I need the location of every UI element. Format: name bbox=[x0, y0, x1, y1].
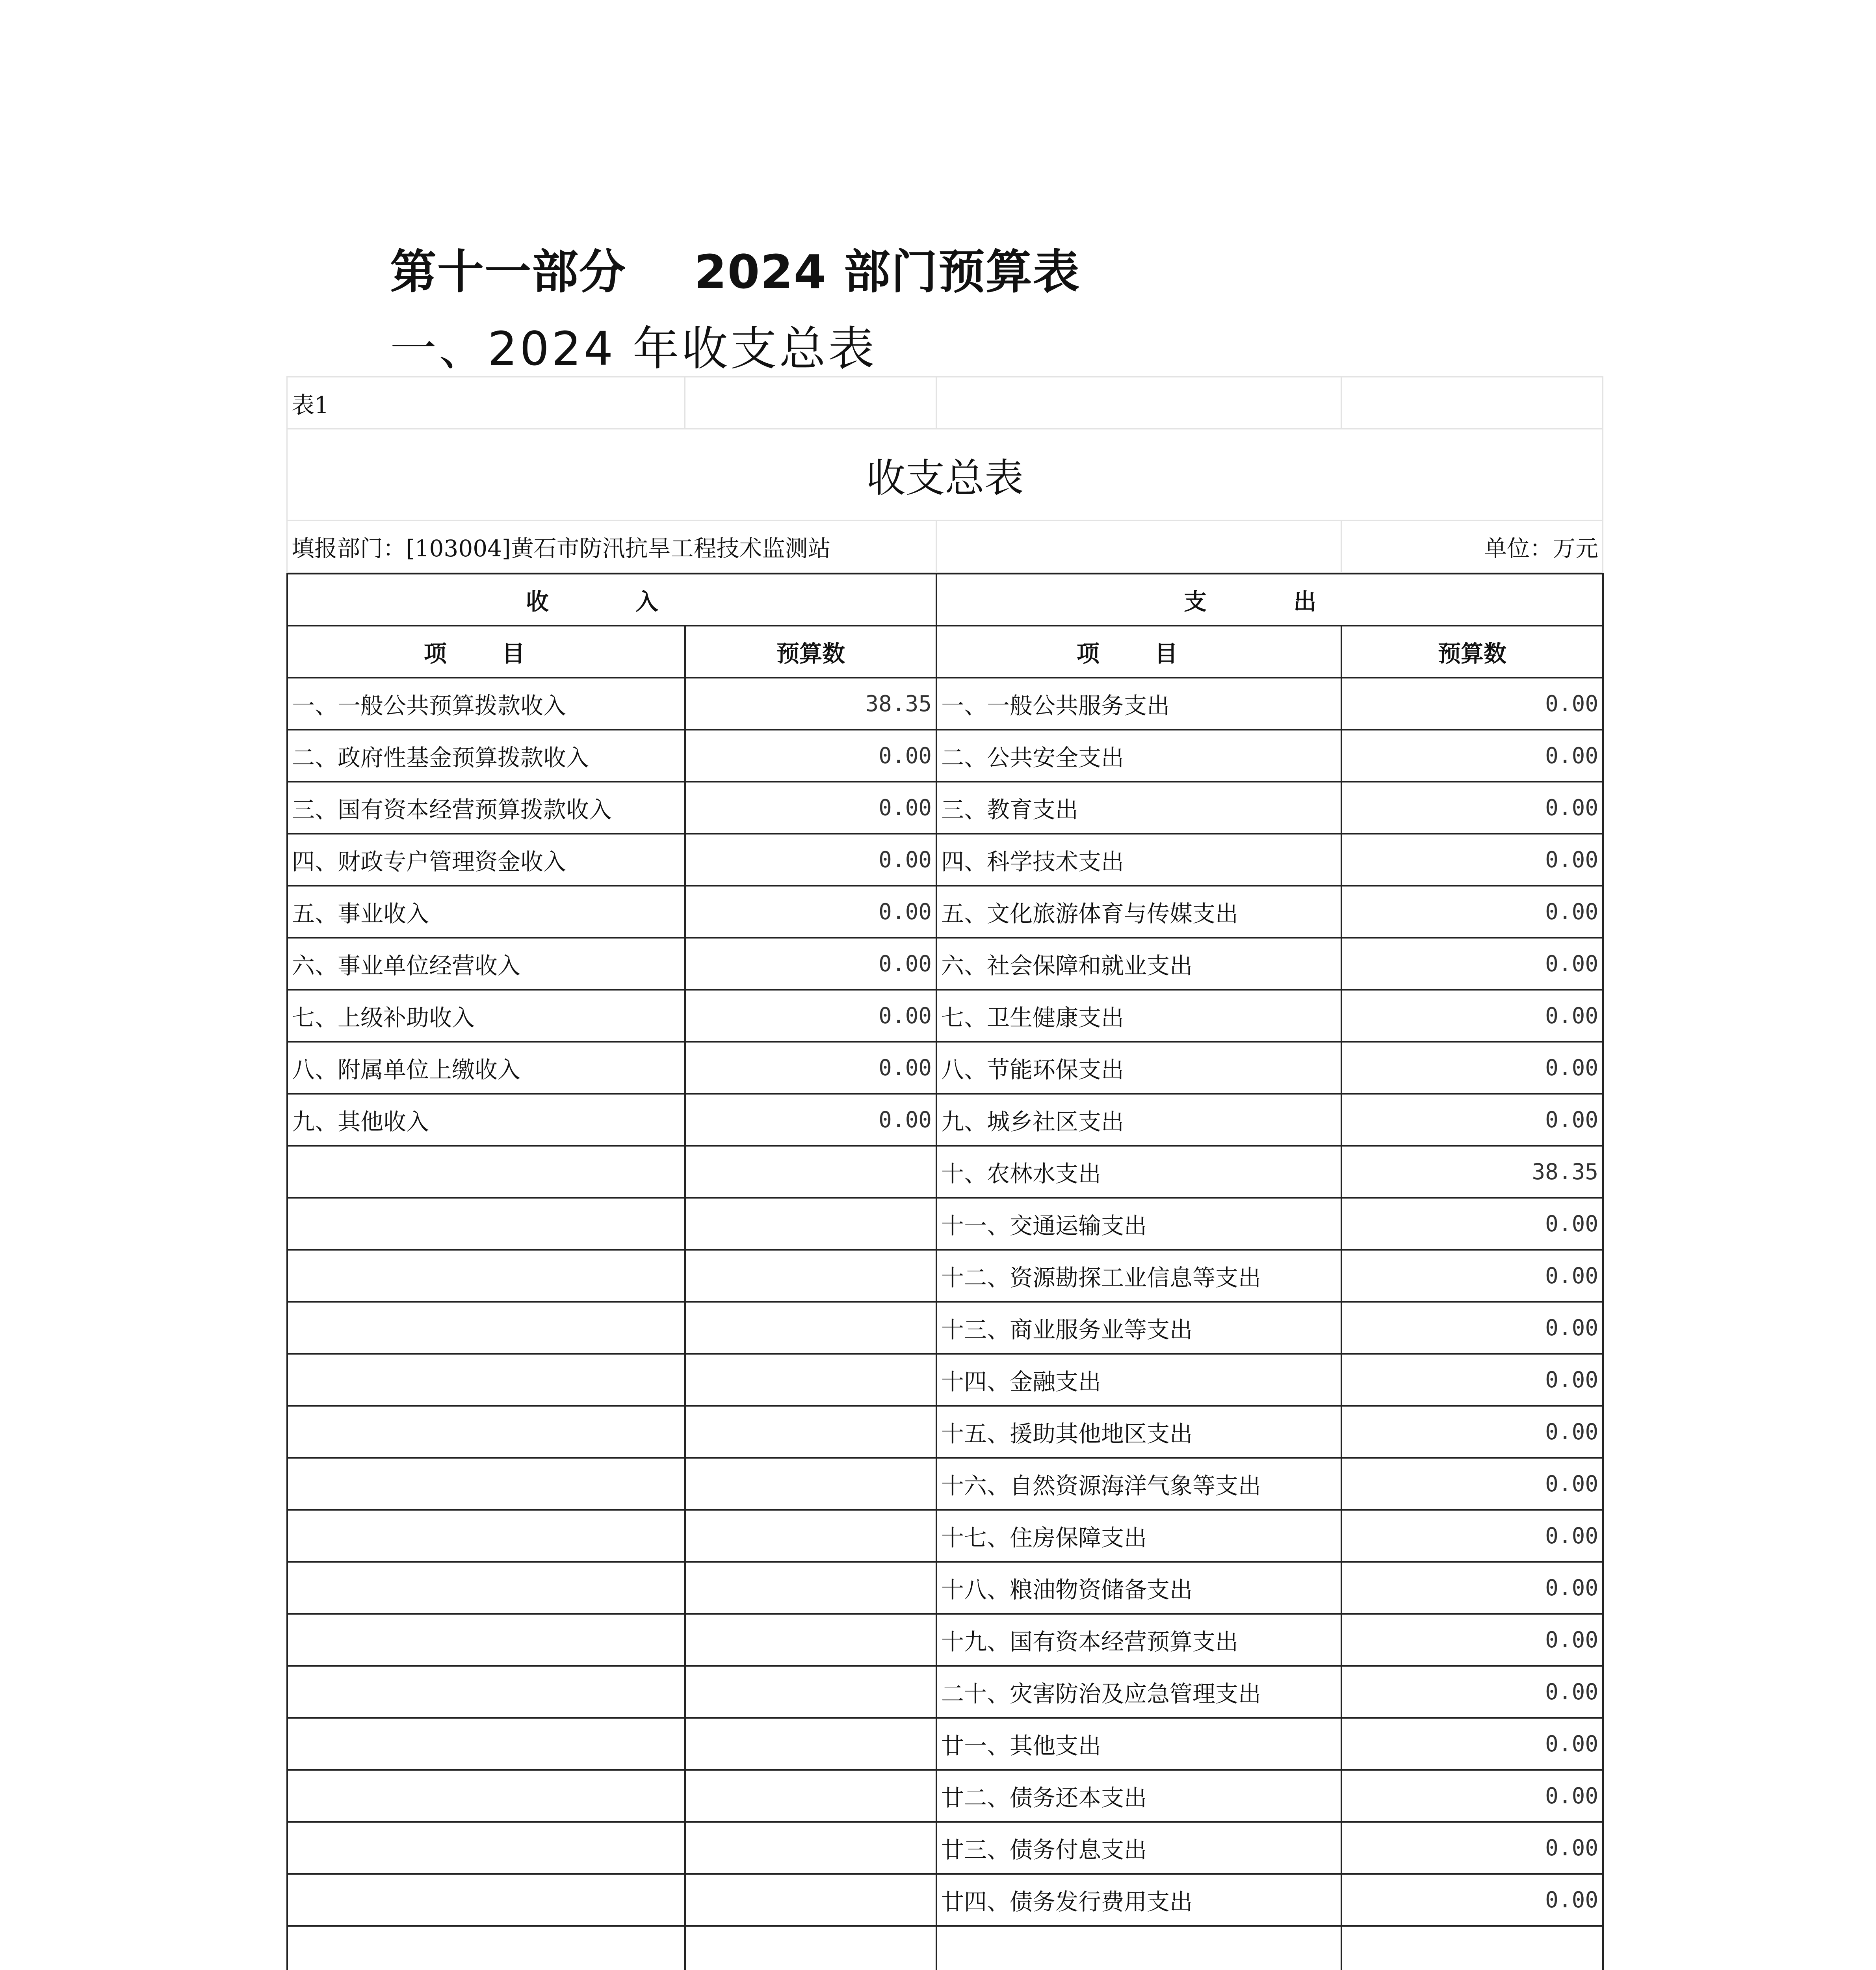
income-budget-col-header: 预算数 bbox=[685, 626, 936, 678]
income-item-cell bbox=[287, 1822, 685, 1874]
income-item-cell: 二、政府性基金预算拨款收入 bbox=[287, 730, 685, 782]
income-value-cell bbox=[685, 1822, 936, 1874]
income-value-cell: 0.00 bbox=[685, 990, 936, 1042]
expense-value-cell: 0.00 bbox=[1341, 1458, 1603, 1510]
expense-value-cell: 0.00 bbox=[1341, 1822, 1603, 1874]
income-item-cell: 六、事业单位经营收入 bbox=[287, 938, 685, 990]
expense-item-cell: 二十、灾害防治及应急管理支出 bbox=[936, 1666, 1341, 1718]
expense-value-cell: 0.00 bbox=[1341, 782, 1603, 834]
part-title: 第十一部分 2024 部门预算表 bbox=[390, 245, 1080, 299]
income-item-cell bbox=[287, 1302, 685, 1354]
income-value-cell bbox=[685, 1406, 936, 1458]
income-value-cell: 0.00 bbox=[685, 730, 936, 782]
table-row bbox=[287, 782, 1603, 834]
income-item-cell: 四、财政专户管理资金收入 bbox=[287, 834, 685, 886]
table-row bbox=[287, 1250, 1603, 1302]
expense-item-cell: 十二、资源勘探工业信息等支出 bbox=[936, 1250, 1341, 1302]
table-row bbox=[287, 1094, 1603, 1146]
income-item-cell: 七、上级补助收入 bbox=[287, 990, 685, 1042]
expense-value-cell: 0.00 bbox=[1341, 1718, 1603, 1770]
unit-label: 单位：万元 bbox=[1341, 520, 1603, 572]
expense-item-cell bbox=[936, 1926, 1341, 1970]
expense-item-cell: 廿三、债务付息支出 bbox=[936, 1822, 1341, 1874]
income-value-cell bbox=[685, 1874, 936, 1926]
expense-item-cell: 三、教育支出 bbox=[936, 782, 1341, 834]
table-number: 表1 bbox=[287, 377, 685, 429]
table-row bbox=[287, 1874, 1603, 1926]
section-title: 一、2024 年收支总表 bbox=[390, 322, 877, 376]
expense-item-cell: 十八、粮油物资储备支出 bbox=[936, 1562, 1341, 1614]
table-title: 收支总表 bbox=[287, 429, 1603, 520]
table-row bbox=[287, 1042, 1603, 1094]
income-item-cell bbox=[287, 1250, 685, 1302]
expense-value-cell: 0.00 bbox=[1341, 1198, 1603, 1250]
expense-item-cell: 十四、金融支出 bbox=[936, 1354, 1341, 1406]
expense-item-cell: 十九、国有资本经营预算支出 bbox=[936, 1614, 1341, 1666]
table-row bbox=[287, 1718, 1603, 1770]
table-row bbox=[287, 1822, 1603, 1874]
income-value-cell: 0.00 bbox=[685, 886, 936, 938]
expense-item-cell: 二、公共安全支出 bbox=[936, 730, 1341, 782]
department-label: 填报部门：[103004]黄石市防汛抗旱工程技术监测站 bbox=[287, 520, 936, 572]
expense-value-cell: 0.00 bbox=[1341, 678, 1603, 730]
table-row bbox=[287, 678, 1603, 730]
expense-item-cell: 五、文化旅游体育与传媒支出 bbox=[936, 886, 1341, 938]
table-row bbox=[287, 990, 1603, 1042]
income-value-cell bbox=[685, 1302, 936, 1354]
income-value-cell: 0.00 bbox=[685, 1094, 936, 1146]
expense-item-cell: 十五、援助其他地区支出 bbox=[936, 1406, 1341, 1458]
table-row bbox=[287, 1406, 1603, 1458]
income-value-cell bbox=[685, 1770, 936, 1822]
income-item-cell bbox=[287, 1614, 685, 1666]
income-item-cell: 八、附属单位上缴收入 bbox=[287, 1042, 685, 1094]
expense-item-cell: 八、节能环保支出 bbox=[936, 1042, 1341, 1094]
income-item-cell bbox=[287, 1198, 685, 1250]
expense-value-cell: 0.00 bbox=[1341, 1302, 1603, 1354]
expense-item-cell: 十六、自然资源海洋气象等支出 bbox=[936, 1458, 1341, 1510]
expense-item-cell: 一、一般公共服务支出 bbox=[936, 678, 1341, 730]
expense-value-cell: 0.00 bbox=[1341, 1094, 1603, 1146]
expense-value-cell: 0.00 bbox=[1341, 1510, 1603, 1562]
income-item-cell bbox=[287, 1926, 685, 1970]
expense-value-cell: 0.00 bbox=[1341, 1666, 1603, 1718]
income-item-cell: 九、其他收入 bbox=[287, 1094, 685, 1146]
expense-value-cell bbox=[1341, 1926, 1603, 1970]
expense-item-cell: 廿二、债务还本支出 bbox=[936, 1770, 1341, 1822]
income-item-cell bbox=[287, 1458, 685, 1510]
expense-value-cell: 0.00 bbox=[1341, 1042, 1603, 1094]
income-item-cell bbox=[287, 1874, 685, 1926]
expense-item-cell: 十、农林水支出 bbox=[936, 1146, 1341, 1198]
table-row bbox=[287, 1614, 1603, 1666]
income-value-cell: 0.00 bbox=[685, 938, 936, 990]
income-item-cell bbox=[287, 1666, 685, 1718]
expense-value-cell: 0.00 bbox=[1341, 886, 1603, 938]
income-value-cell bbox=[685, 1250, 936, 1302]
expense-value-cell: 0.00 bbox=[1341, 990, 1603, 1042]
expense-item-cell: 十七、住房保障支出 bbox=[936, 1510, 1341, 1562]
income-value-cell bbox=[685, 1926, 936, 1970]
table-row bbox=[287, 1302, 1603, 1354]
table-row bbox=[287, 1562, 1603, 1614]
income-value-cell bbox=[685, 1718, 936, 1770]
income-item-cell: 五、事业收入 bbox=[287, 886, 685, 938]
expense-item-cell: 廿四、债务发行费用支出 bbox=[936, 1874, 1341, 1926]
table-body bbox=[287, 678, 1603, 1970]
expense-value-cell: 0.00 bbox=[1341, 1250, 1603, 1302]
income-item-cell bbox=[287, 1406, 685, 1458]
expense-item-cell: 廿一、其他支出 bbox=[936, 1718, 1341, 1770]
table-row bbox=[287, 1458, 1603, 1510]
income-item-cell: 三、国有资本经营预算拨款收入 bbox=[287, 782, 685, 834]
expense-item-col-header: 项 目 bbox=[936, 626, 1341, 678]
income-value-cell bbox=[685, 1146, 936, 1198]
expense-value-cell: 38.35 bbox=[1341, 1146, 1603, 1198]
table-row bbox=[287, 1510, 1603, 1562]
budget-sheet bbox=[286, 376, 1602, 1970]
income-value-cell: 0.00 bbox=[685, 1042, 936, 1094]
table-row bbox=[287, 834, 1603, 886]
income-item-cell: 一、一般公共预算拨款收入 bbox=[287, 678, 685, 730]
expense-value-cell: 0.00 bbox=[1341, 938, 1603, 990]
income-header: 收 入 bbox=[287, 574, 936, 626]
income-value-cell bbox=[685, 1614, 936, 1666]
income-value-cell: 38.35 bbox=[685, 678, 936, 730]
expense-value-cell: 0.00 bbox=[1341, 1874, 1603, 1926]
table-row bbox=[287, 1770, 1603, 1822]
income-item-cell bbox=[287, 1562, 685, 1614]
income-item-col-header: 项 目 bbox=[287, 626, 685, 678]
income-item-cell bbox=[287, 1354, 685, 1406]
income-item-cell bbox=[287, 1510, 685, 1562]
income-value-cell bbox=[685, 1666, 936, 1718]
expense-value-cell: 0.00 bbox=[1341, 1406, 1603, 1458]
income-value-cell bbox=[685, 1354, 936, 1406]
income-item-cell bbox=[287, 1718, 685, 1770]
income-value-cell bbox=[685, 1510, 936, 1562]
expense-item-cell: 十三、商业服务业等支出 bbox=[936, 1302, 1341, 1354]
table-row bbox=[287, 1926, 1603, 1970]
table-row bbox=[287, 886, 1603, 938]
expense-value-cell: 0.00 bbox=[1341, 834, 1603, 886]
expense-value-cell: 0.00 bbox=[1341, 1354, 1603, 1406]
table-row bbox=[287, 1146, 1603, 1198]
income-value-cell: 0.00 bbox=[685, 782, 936, 834]
expense-item-cell: 九、城乡社区支出 bbox=[936, 1094, 1341, 1146]
expense-budget-col-header: 预算数 bbox=[1341, 626, 1603, 678]
income-item-cell bbox=[287, 1146, 685, 1198]
expense-header: 支 出 bbox=[936, 574, 1603, 626]
expense-value-cell: 0.00 bbox=[1341, 1562, 1603, 1614]
expense-item-cell: 四、科学技术支出 bbox=[936, 834, 1341, 886]
income-value-cell bbox=[685, 1562, 936, 1614]
income-value-cell: 0.00 bbox=[685, 834, 936, 886]
sheet-header-grid bbox=[286, 376, 1603, 573]
table-row bbox=[287, 1354, 1603, 1406]
expense-value-cell: 0.00 bbox=[1341, 1770, 1603, 1822]
table-row bbox=[287, 1198, 1603, 1250]
income-item-cell bbox=[287, 1770, 685, 1822]
table-row bbox=[287, 938, 1603, 990]
income-value-cell bbox=[685, 1458, 936, 1510]
expense-item-cell: 十一、交通运输支出 bbox=[936, 1198, 1341, 1250]
expense-value-cell: 0.00 bbox=[1341, 730, 1603, 782]
expense-item-cell: 六、社会保障和就业支出 bbox=[936, 938, 1341, 990]
income-expense-table bbox=[286, 573, 1604, 1970]
expense-item-cell: 七、卫生健康支出 bbox=[936, 990, 1341, 1042]
income-value-cell bbox=[685, 1198, 936, 1250]
table-row bbox=[287, 730, 1603, 782]
expense-value-cell: 0.00 bbox=[1341, 1614, 1603, 1666]
table-row bbox=[287, 1666, 1603, 1718]
